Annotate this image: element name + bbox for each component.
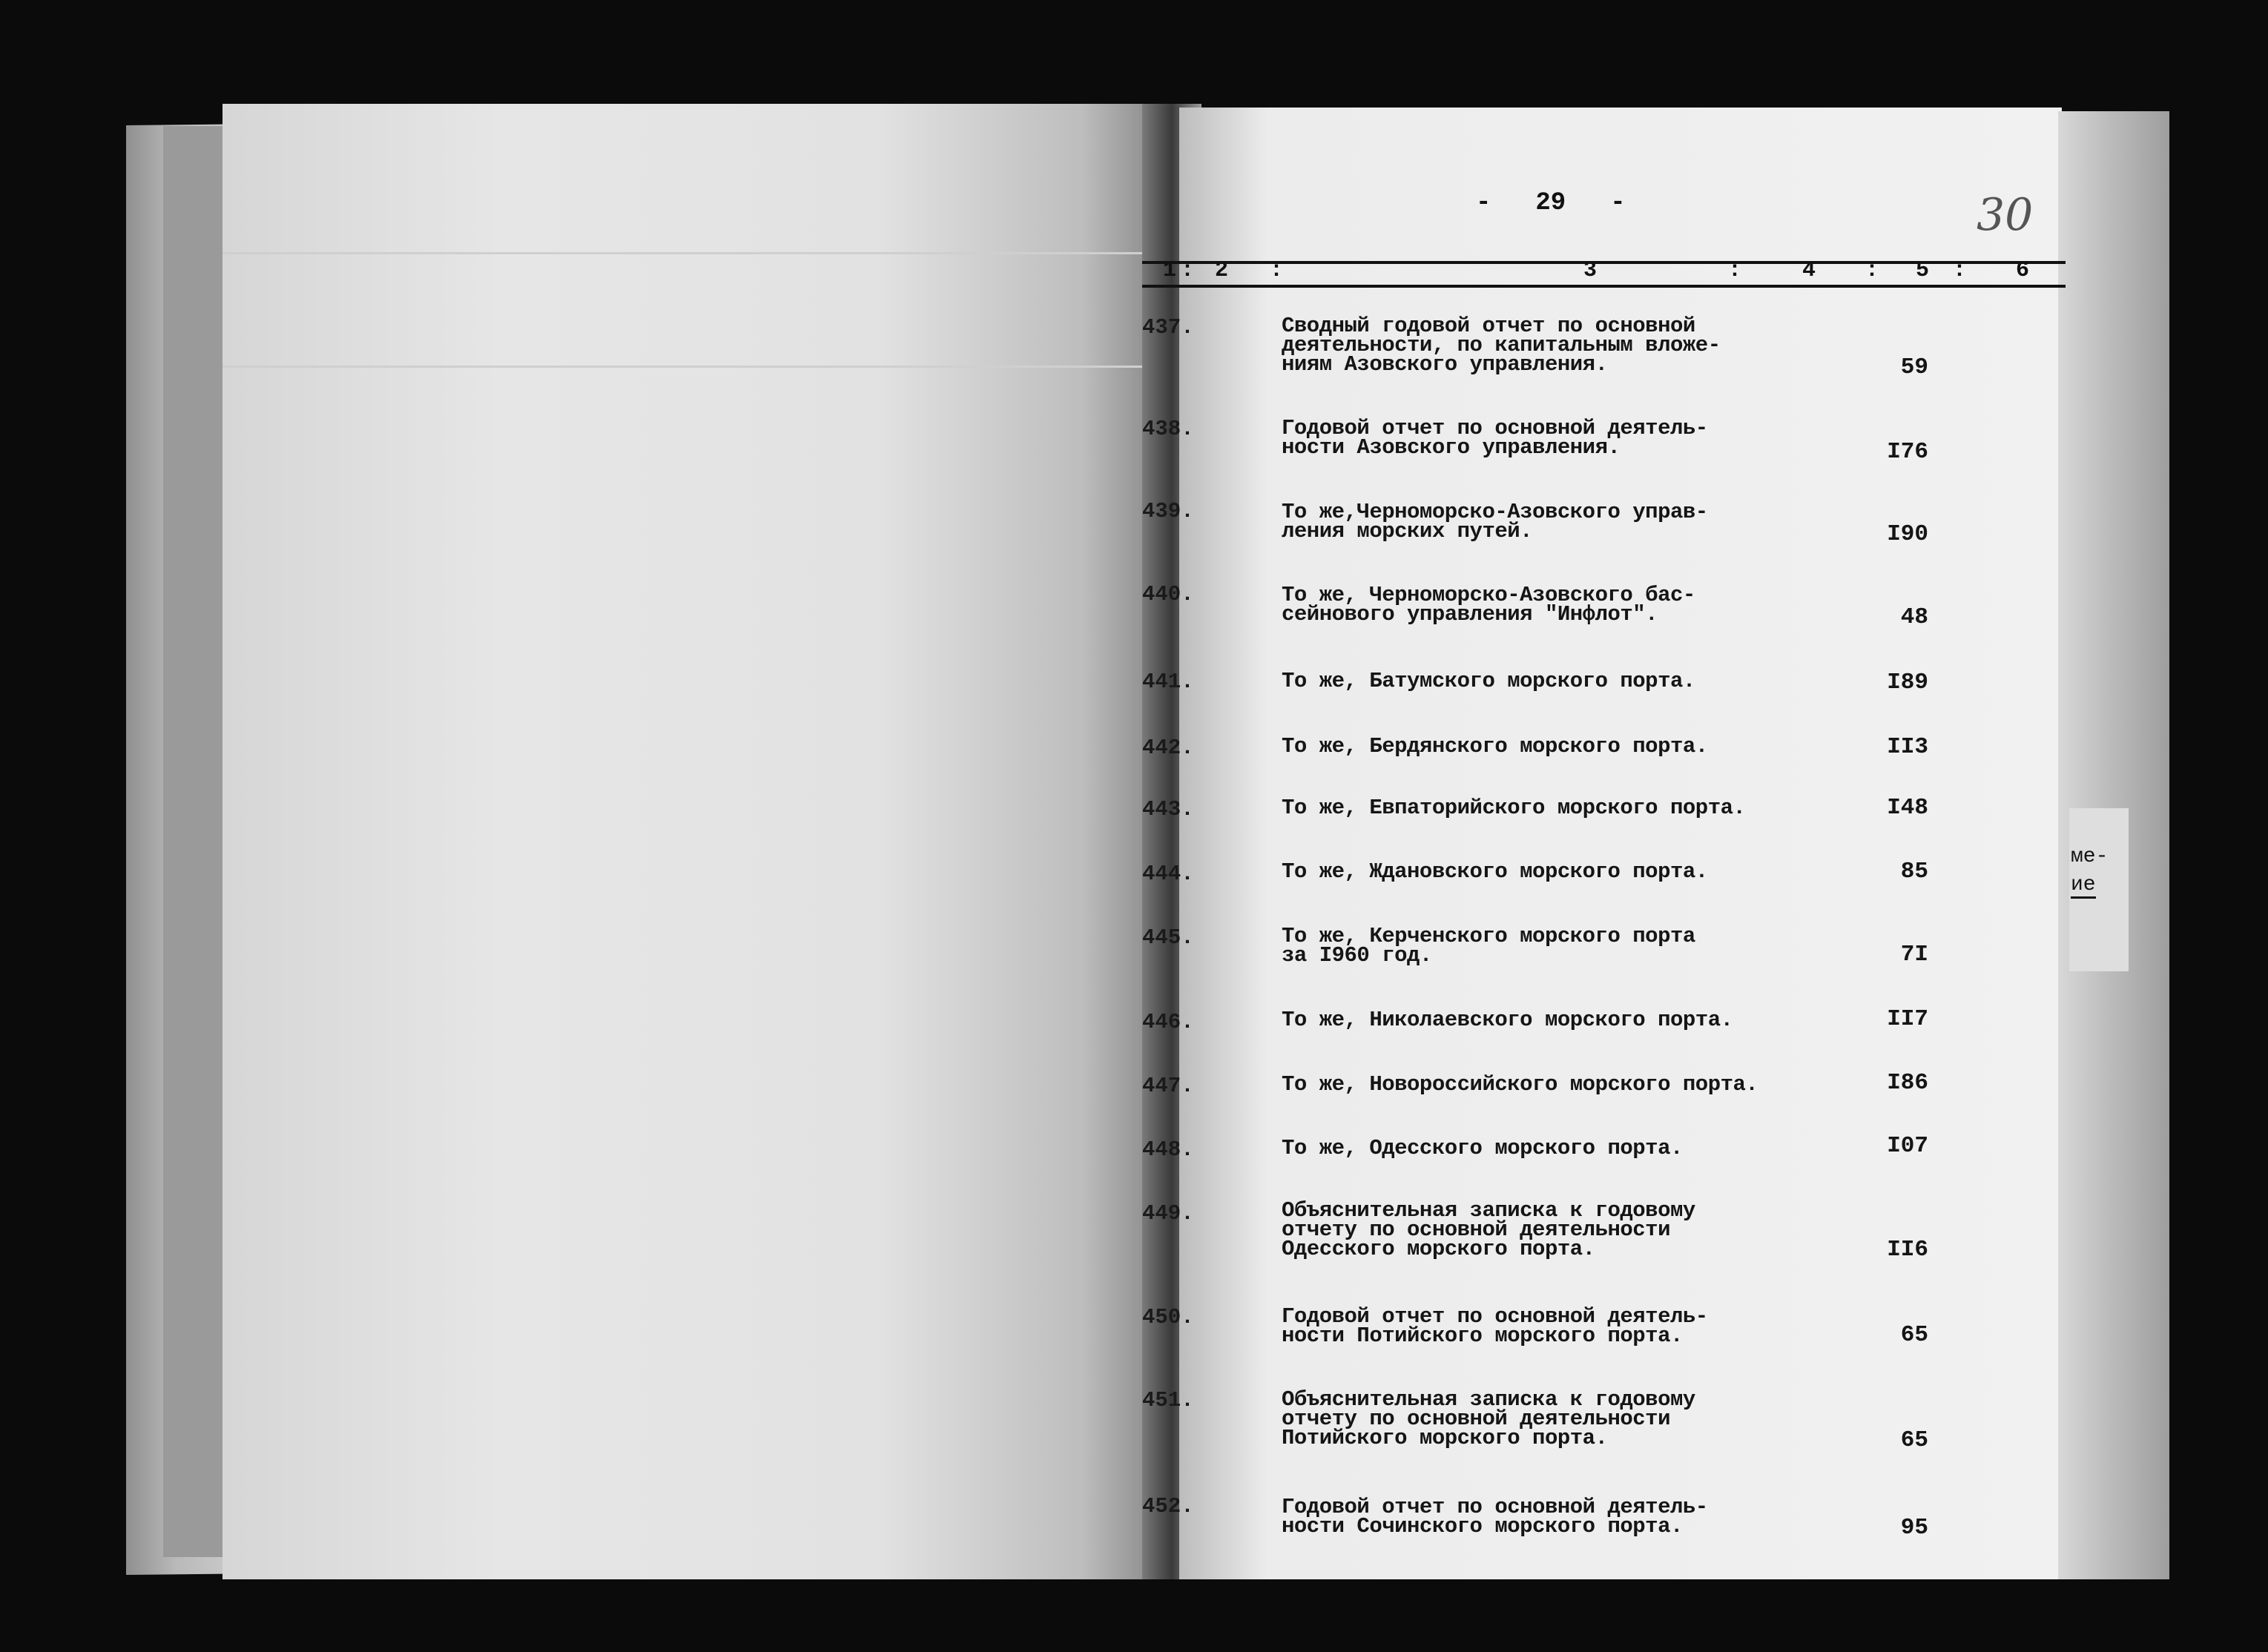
entry-sheet-count: I86 bbox=[1887, 1070, 1928, 1096]
entry-number: 446. bbox=[1142, 1010, 1194, 1034]
entry-number: 449. bbox=[1142, 1201, 1194, 1226]
entry-sheet-count: I48 bbox=[1887, 795, 1928, 821]
column-header-3: 3 bbox=[1583, 258, 1598, 283]
column-header-4: 4 bbox=[1802, 258, 1816, 283]
entry-description: То же, Бердянского морского порта. bbox=[1282, 734, 1708, 759]
column-separator: : bbox=[1865, 258, 1879, 283]
entry-description: То же, Ждановского морского порта. bbox=[1282, 859, 1708, 884]
table-header-bottom-rule bbox=[1142, 285, 2066, 288]
entry-number: 443. bbox=[1142, 797, 1194, 822]
margin-note-line1: ме- bbox=[2071, 845, 2109, 868]
entry-number: 438. bbox=[1142, 417, 1194, 441]
entry-description: То же, Батумского морского порта. bbox=[1282, 669, 1695, 693]
column-separator: : bbox=[1181, 258, 1195, 283]
entry-number: 452. bbox=[1142, 1494, 1194, 1519]
entry-sheet-count: 95 bbox=[1900, 1515, 1928, 1541]
page-number bbox=[1476, 189, 1626, 217]
entry-number: 447. bbox=[1142, 1074, 1194, 1098]
entry-description: Годовой отчет по основной деятель- ности Потийского морского порта. bbox=[1282, 1304, 1708, 1348]
left-page-ruled-header bbox=[222, 252, 1157, 368]
entry-number: 442. bbox=[1142, 736, 1194, 760]
entry-sheet-count: I07 bbox=[1887, 1133, 1928, 1159]
page-number-dash-right: - bbox=[1610, 189, 1626, 217]
entry-number: 437. bbox=[1142, 315, 1194, 340]
column-separator: : bbox=[1953, 258, 1967, 283]
margin-note-strip bbox=[2069, 808, 2129, 971]
entry-sheet-count: II7 bbox=[1887, 1006, 1928, 1032]
entry-number: 439. bbox=[1142, 499, 1194, 523]
entry-sheet-count: I90 bbox=[1887, 521, 1928, 547]
margin-note-line2: ие bbox=[2071, 873, 2096, 899]
entry-number: 450. bbox=[1142, 1305, 1194, 1329]
entry-number: 451. bbox=[1142, 1388, 1194, 1413]
entry-number: 440. bbox=[1142, 582, 1194, 607]
entry-description: Годовой отчет по основной деятель- ности Азовского управления. bbox=[1282, 416, 1708, 460]
entry-number: 445. bbox=[1142, 925, 1194, 950]
entry-sheet-count: I89 bbox=[1887, 670, 1928, 696]
column-separator: : bbox=[1270, 258, 1284, 283]
entry-sheet-count: II3 bbox=[1887, 734, 1928, 760]
page-number-value: 29 bbox=[1535, 189, 1566, 217]
entry-sheet-count: 65 bbox=[1900, 1427, 1928, 1453]
entry-description: То же, Николаевского морского порта. bbox=[1282, 1008, 1733, 1032]
entry-number: 444. bbox=[1142, 862, 1194, 886]
column-header-6: 6 bbox=[2016, 258, 2030, 283]
column-header-5: 5 bbox=[1916, 258, 1930, 283]
entry-description: То же, Новороссийского морского порта. bbox=[1282, 1072, 1758, 1097]
entry-description: То же, Черноморско-Азовского бас- сейнового управления "Инфлот". bbox=[1282, 583, 1695, 627]
entry-sheet-count: 48 bbox=[1900, 604, 1928, 630]
entry-description: То же, Одесского морского порта. bbox=[1282, 1136, 1683, 1160]
handwritten-folio-number: 30 bbox=[1977, 189, 2034, 241]
page-number-dash-left: - bbox=[1476, 189, 1491, 217]
entry-sheet-count: 85 bbox=[1900, 859, 1928, 885]
entry-description: Объяснительная записка к годовому отчету по основной деятельности Потийского морского порта. bbox=[1282, 1387, 1695, 1450]
entry-description: То же, Евпаторийского морского порта. bbox=[1282, 796, 1746, 820]
column-header-1: 1 bbox=[1163, 258, 1177, 283]
entry-description: То же, Керченского морского порта за I960 год. bbox=[1282, 924, 1695, 968]
column-header-2: 2 bbox=[1215, 258, 1229, 283]
entry-description: Сводный годовой отчет по основной деятельности, по капитальным вложе- ниям Азовского управления. bbox=[1282, 314, 1721, 377]
entry-sheet-count: 65 bbox=[1900, 1322, 1928, 1348]
entry-sheet-count: I76 bbox=[1887, 439, 1928, 465]
entry-description: Объяснительная записка к годовому отчету по основной деятельности Одесского морского порта. bbox=[1282, 1198, 1695, 1261]
column-separator: : bbox=[1728, 258, 1742, 283]
entry-sheet-count: 59 bbox=[1900, 354, 1928, 380]
entry-number: 448. bbox=[1142, 1137, 1194, 1162]
entry-description: Годовой отчет по основной деятель- ности Сочинского морского порта. bbox=[1282, 1495, 1708, 1539]
entry-description: То же,Черноморско-Азовского управ- ления морских путей. bbox=[1282, 500, 1708, 543]
entry-sheet-count: 7I bbox=[1900, 942, 1928, 968]
entry-number: 441. bbox=[1142, 670, 1194, 694]
entry-sheet-count: II6 bbox=[1887, 1237, 1928, 1263]
left-page bbox=[222, 104, 1157, 1579]
